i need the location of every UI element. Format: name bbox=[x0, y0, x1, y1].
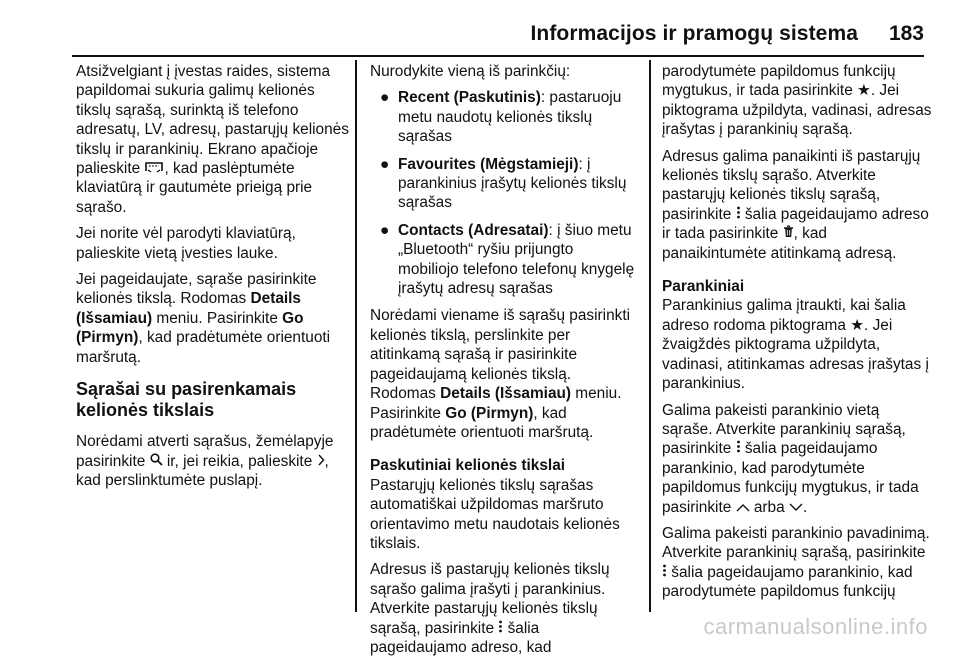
page-header bbox=[0, 0, 960, 58]
column-divider-2 bbox=[649, 60, 651, 612]
page-title: Informacijos ir pramogų sistema bbox=[530, 22, 858, 45]
keyboard-hide-icon bbox=[144, 159, 164, 178]
star-icon: ★ bbox=[850, 316, 865, 334]
paragraph: Jei norite vėl parodyti klaviatūrą, palieskite vietą įvesties lauke. bbox=[76, 225, 296, 262]
column-divider-1 bbox=[355, 60, 357, 612]
paragraph: Norėdami viename iš sąrašų pasirinkti kelionės tikslą, perslinkite per atitinkamą sąrašą ir pasirinkite pageidaujamą kelionės tikslą. Rodomas Details (Išsamiau) meniu. Pasirinkite Go (Pirmyn), kad pradėtumėte orientuoti maršrutą. bbox=[370, 307, 631, 441]
paragraph: Parankinius galima įtraukti, kai šalia adreso rodoma piktograma ★. Jei žvaigždės piktograma užpildyta, vadinasi, atitinkamas adresas įrašytas į parankinius. bbox=[662, 297, 929, 393]
page-number: 183 bbox=[888, 22, 924, 45]
chevron-up-icon bbox=[736, 498, 750, 517]
search-icon bbox=[150, 452, 163, 471]
paragraph: parodytumėte papildomus funkcijų mygtukus, ir tada pasirinkite ★. Jei piktograma užpildyta, vadinasi, adresas įrašytas į parankinių sąrašą. bbox=[662, 63, 932, 139]
header-rule bbox=[72, 55, 924, 57]
trash-icon bbox=[783, 224, 794, 243]
paragraph: Adresus iš pastarųjų kelionės tikslų sąrašo galima įrašyti į parankinius. Atverkite pastarųjų kelionės tikslų sąrašą, pasirinkite šalia pageidaujamo adreso, kad bbox=[370, 561, 610, 656]
paragraph: Galima pakeisti parankinio vietą sąraše. Atverkite parankinių sąrašą, pasirinkite šalia pageidaujamo parankinio, kad parodytumėte papildomus funkcijų mygtukus, ir tada pasirinkite arba . bbox=[662, 401, 919, 516]
star-icon: ★ bbox=[857, 82, 871, 100]
column-1 bbox=[76, 62, 352, 497]
bullet-icon: ● bbox=[380, 155, 390, 173]
paragraph: Jei pageidaujate, sąraše pasirinkite kelionės tikslą. Rodomas Details (Išsamiau) meniu. Pasirinkite Go (Pirmyn), kad pradėtumėte orientuoti maršrutą. bbox=[76, 271, 331, 366]
bullet-icon: ● bbox=[380, 89, 390, 107]
paragraph: Galima pakeisti parankinio pavadinimą. Atverkite parankinių sąrašą, pasirinkite šalia pageidaujamo parankinio, kad parodytumėte papildomus funkcijų bbox=[662, 524, 930, 601]
chevron-right-icon bbox=[317, 452, 325, 471]
paragraph: Atsižvelgiant į įvestas raides, sistema papildomai sukuria galimų kelionės tikslų sąrašą, surinktą iš telefono adresatų, LV, adresų, pastarųjų kelionės tikslų ir parankinių. Ekrano apačioje palieskite , kad paslėptumėte klaviatūrą ir gautumėte prieigą prie sąrašo. bbox=[76, 63, 349, 216]
section-heading: Sąrašai su pasirenkamais kelionės tikslais bbox=[76, 379, 297, 421]
paragraph: Nurodykite vieną iš parinkčių: bbox=[370, 63, 571, 80]
chevron-down-icon bbox=[789, 498, 803, 517]
bullet-icon: ● bbox=[380, 221, 390, 239]
section-heading: Parankiniai bbox=[662, 278, 745, 296]
paragraph: Norėdami atverti sąrašus, žemėlapyje pasirinkite ir, jei reikia, palieskite , kad perslinktumėte puslapį. bbox=[76, 433, 334, 489]
list-item: ● Contacts (Adresatai): į šiuo metu „Bluetooth“ ryšiu prijungto mobiliojo telefono telefonų knygelę įrašytų adresų sąrašas bbox=[380, 221, 635, 298]
section-heading: Paskutiniai kelionės tikslai bbox=[370, 457, 566, 475]
column-3 bbox=[662, 62, 932, 609]
list-item: ● Recent (Paskutinis): pastaruoju metu naudotų kelionės tikslų sąrašas bbox=[380, 89, 622, 146]
list-item: ● Favourites (Mėgstamieji): į parankinius įrašytų kelionės tikslų sąrašas bbox=[380, 155, 627, 212]
paragraph: Adresus galima panaikinti iš pastarųjų kelionės tikslų sąrašo. Atverkite pastarųjų kelionės tikslų sąrašą, pasirinkite šalia pageidaujamo adreso ir tada pasirinkite , kad panaikintumėte atitinkamą adresą. bbox=[662, 147, 929, 262]
paragraph: Pastarųjų kelionės tikslų sąrašas automatiškai užpildomas maršruto orientavimo metu naudotais kelionės tikslais. bbox=[370, 476, 620, 552]
column-2 bbox=[370, 62, 638, 664]
watermark: carmanualsonline.info bbox=[703, 614, 928, 639]
